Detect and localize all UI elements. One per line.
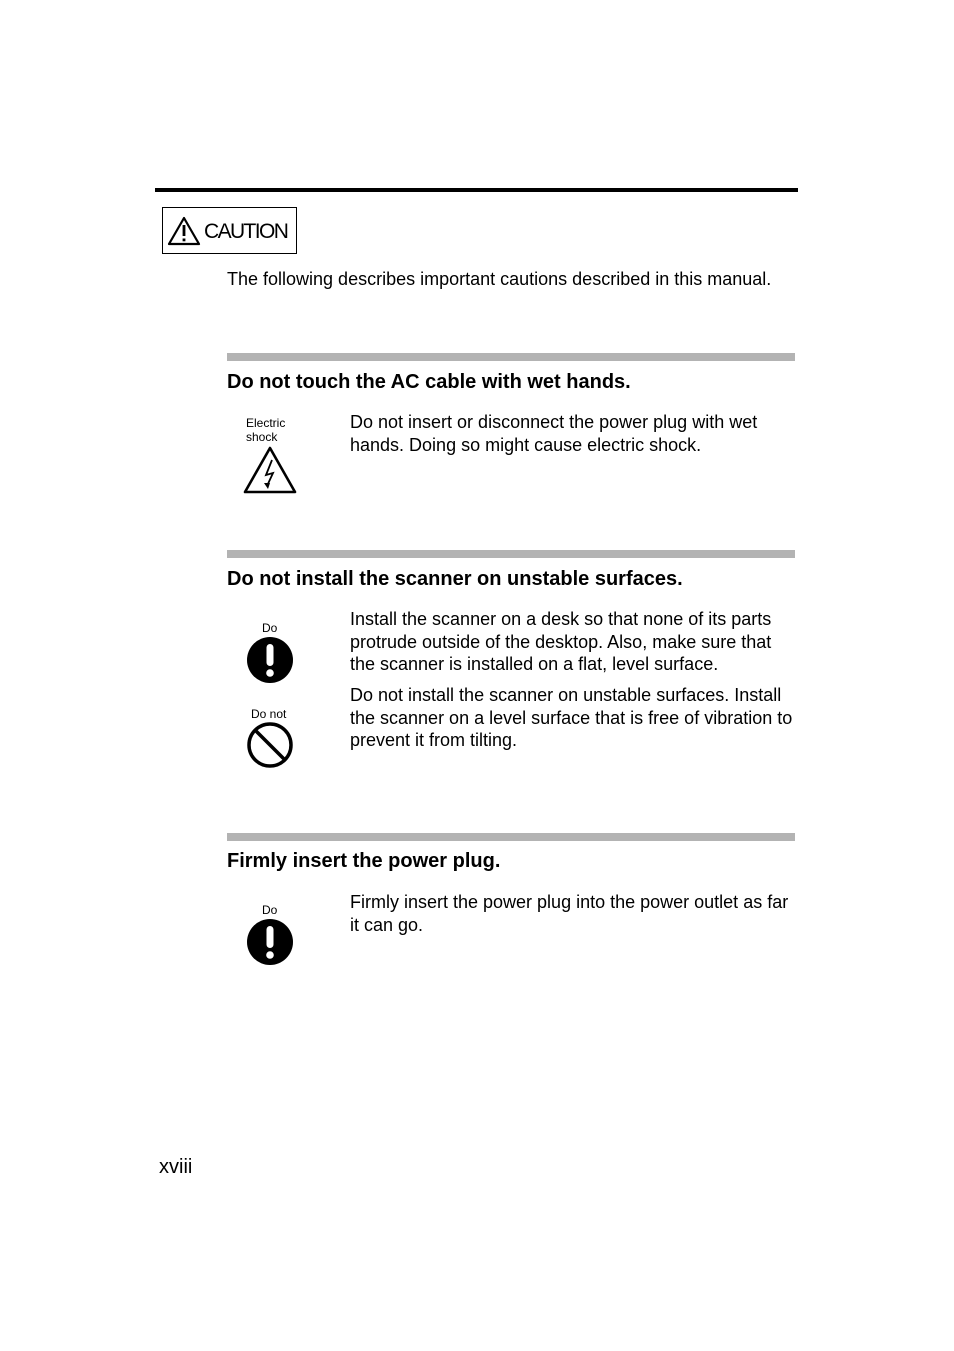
section-heading: Firmly insert the power plug. [227,850,501,872]
icon-label: Do [262,621,278,635]
exclamation-circle-icon [246,636,294,684]
top-rule [155,188,798,192]
caution-text: Do not install the scanner on unstable surfaces. Install the scanner on a level surface that is free of vibration to prevent it from tilting. [350,685,793,750]
section-divider [227,550,795,558]
caution-label: CAUTION [204,220,288,243]
section-divider [227,833,795,841]
section-divider [227,353,795,361]
section-heading: Do not install the scanner on unstable surfaces. [227,568,683,590]
caution-text: Firmly insert the power plug into the power outlet as far it can go. [350,892,789,935]
caution-text: Do not insert or disconnect the power plug with wet hands. Doing so might cause electric shock. [350,412,758,455]
caution-box [162,207,297,254]
exclamation-circle-icon [246,918,294,966]
section-heading: Do not touch the AC cable with wet hands. [227,371,631,393]
icon-label: Electric shock [246,416,286,444]
caution-text: Install the scanner on a desk so that none of its parts protrude outside of the desktop. Also, make sure that the scanner is installed on a flat, level surface. [350,609,772,674]
icon-label: Do [262,903,278,917]
page-number: xviii [159,1156,193,1178]
prohibited-icon [246,721,294,769]
icon-label: Do not [251,707,287,721]
warning-triangle-icon [167,216,201,246]
intro-text: The following describes important cautions described in this manual. [227,269,772,289]
electric-shock-icon [242,445,298,495]
